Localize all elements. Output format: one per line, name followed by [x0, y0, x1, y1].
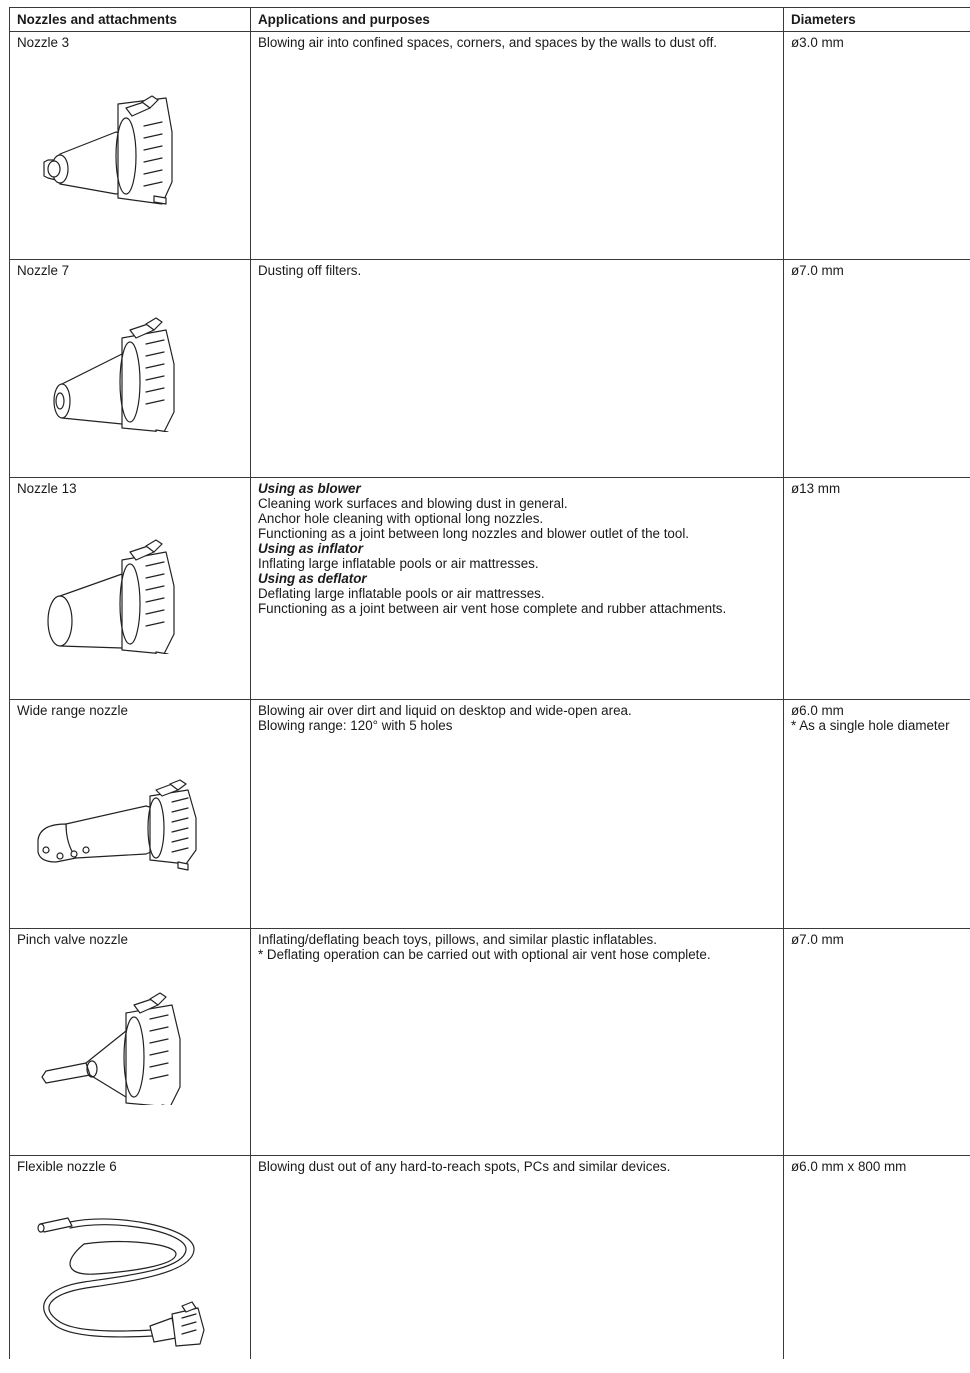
diameter-cell	[784, 478, 970, 700]
purpose-text: Functioning as a joint between long nozzles and blower outlet of the tool.	[258, 526, 690, 541]
diameter-cell	[784, 929, 970, 1156]
purpose-cell	[251, 700, 784, 929]
diameter-value: ø7.0 mm	[791, 932, 844, 947]
purpose-text: Functioning as a joint between air vent hose complete and rubber attachments.	[258, 601, 727, 616]
table-row	[10, 478, 970, 700]
purpose-cell	[251, 929, 784, 1156]
purpose-cell	[251, 478, 784, 700]
nozzle-name: Nozzle 13	[17, 481, 77, 496]
purpose-text: Inflating/deflating beach toys, pillows, and similar plastic inflatables.	[258, 932, 657, 947]
header-nozzles: Nozzles and attachments	[10, 8, 251, 32]
nozzle-cell	[10, 929, 251, 1156]
nozzle-13-icon	[26, 534, 196, 654]
wide-range-nozzle-icon	[26, 778, 206, 878]
diameter-cell	[784, 32, 970, 260]
table-row	[10, 32, 970, 260]
purpose-subheading: Using as deflator	[258, 571, 367, 586]
diameter-value: ø6.0 mm x 800 mm	[791, 1159, 907, 1174]
purpose-text: Blowing range: 120° with 5 holes	[258, 718, 453, 733]
purpose-subheading: Using as blower	[258, 481, 361, 496]
purpose-cell	[251, 260, 784, 478]
purpose-cell	[251, 1156, 784, 1360]
purpose-text: * Deflating operation can be carried out with optional air vent hose complete.	[258, 947, 711, 962]
purpose-text: Blowing air into confined spaces, corners, and spaces by the walls to dust off.	[258, 35, 718, 50]
nozzle-name: Pinch valve nozzle	[17, 932, 128, 947]
nozzle-cell	[10, 700, 251, 929]
purpose-text: Blowing air over dirt and liquid on desktop and wide-open area.	[258, 703, 632, 718]
flexible-nozzle-icon	[26, 1198, 216, 1348]
diameter-value: ø7.0 mm	[791, 263, 844, 278]
header-applications: Applications and purposes	[251, 8, 784, 32]
purpose-text: Anchor hole cleaning with optional long nozzles.	[258, 511, 544, 526]
table-row	[10, 929, 970, 1156]
pinch-valve-nozzle-icon	[26, 985, 206, 1105]
header-diameters: Diameters	[784, 8, 970, 32]
purpose-text: Dusting off filters.	[258, 263, 362, 278]
purpose-text: Cleaning work surfaces and blowing dust in general.	[258, 496, 568, 511]
purpose-text: Blowing dust out of any hard-to-reach spots, PCs and similar devices.	[258, 1159, 671, 1174]
table-row	[10, 1156, 970, 1360]
diameter-cell	[784, 700, 970, 929]
purpose-text: Deflating large inflatable pools or air mattresses.	[258, 586, 545, 601]
nozzle-name: Nozzle 7	[17, 263, 70, 278]
nozzle-cell	[10, 32, 251, 260]
diameter-cell	[784, 1156, 970, 1360]
nozzle-name: Nozzle 3	[17, 35, 70, 50]
nozzle-name: Wide range nozzle	[17, 703, 128, 718]
nozzle-7-icon	[26, 312, 196, 432]
nozzle-spec-table	[9, 7, 970, 1359]
nozzle-3-icon	[26, 86, 196, 206]
nozzle-name: Flexible nozzle 6	[17, 1159, 117, 1174]
diameter-cell	[784, 260, 970, 478]
purpose-subheading: Using as inflator	[258, 541, 363, 556]
table-row	[10, 260, 970, 478]
diameter-note: * As a single hole diameter	[791, 718, 950, 733]
nozzle-cell	[10, 1156, 251, 1360]
nozzle-cell	[10, 478, 251, 700]
purpose-cell	[251, 32, 784, 260]
diameter-value: ø13 mm	[791, 481, 841, 496]
nozzle-cell	[10, 260, 251, 478]
purpose-text: Inflating large inflatable pools or air mattresses.	[258, 556, 539, 571]
diameter-value: ø6.0 mm	[791, 703, 844, 718]
table-row	[10, 700, 970, 929]
table-header-row	[10, 8, 970, 32]
diameter-value: ø3.0 mm	[791, 35, 844, 50]
